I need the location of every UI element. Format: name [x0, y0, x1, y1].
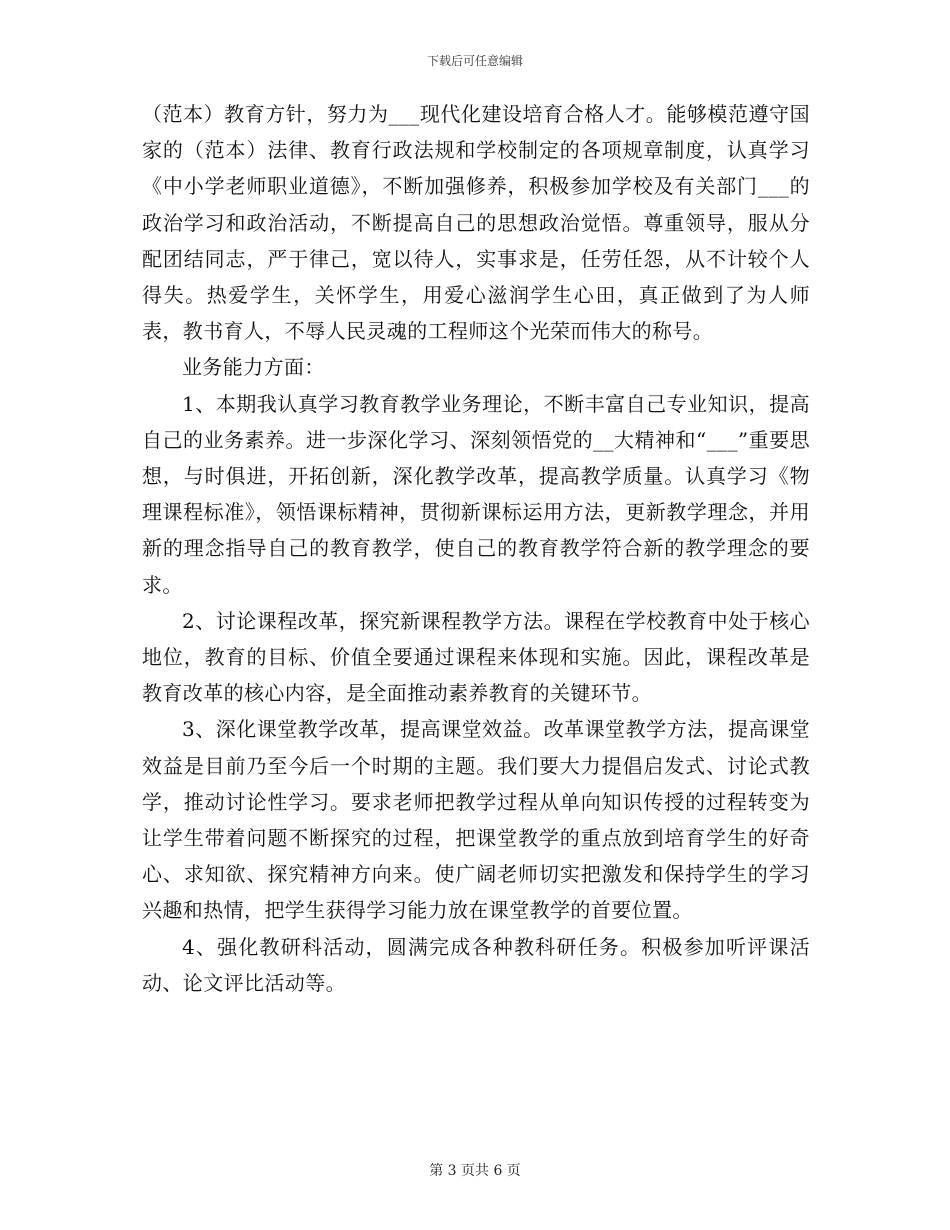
section-heading-business-ability: 业务能力方面：: [182, 355, 325, 380]
paragraph-item-3: 3、深化课堂教学改革，提高课堂效益。改革课堂教学方法，提高课堂效益是目前乃至今后一个时期的主题。我们要大力提倡启发式、讨论式教学，推动讨论性学习。要求老师把教学过程从单向知识传授的过程转变为让学生带着问题不断探究的过程，把课堂教学的重点放到培育学生的好奇心、求知欲、探究精神方向来。使广阔老师切实把激发和保持学生的学习兴趣和热情，把学生获得学习能力放在课堂教学的首要位置。: [142, 717, 810, 923]
paragraph-item-2: 2、讨论课程改革，探究新课程教学方法。课程在学校教育中处于核心地位，教育的目标、价值全要通过课程来体现和实施。因此，课程改革是教育改革的核心内容，是全面推动素养教育的关键环节。: [142, 608, 810, 706]
document-body: [142, 96, 810, 1001]
paragraph-item-1: 1、本期我认真学习教育教学业务理论，不断丰富自己专业知识，提高自己的业务素养。进一步深化学习、深刻领悟党的__大精神和“___”重要思想，与时俱进，开拓创新，深化教学改革，提高教学质量。认真学习《物理课程标准》，领悟课标精神，贯彻新课标运用方法，更新教学理念，并用新的理念指导自己的教育教学，使自己的教育教学符合新的教学理念的要求。: [142, 391, 810, 597]
page-header: 下载后可任意编辑: [426, 54, 523, 68]
page-footer-page-number: 第 3 页共 6 页: [429, 1163, 521, 1179]
paragraph-item-4: 4、强化教研科活动，圆满完成各种教科研任务。积极参加听评课活动、论文评比活动等。: [142, 934, 810, 995]
paragraph-continuation: （范本）教育方针，努力为___现代化建设培育合格人才。能够模范遵守国家的（范本）法律、教育行政法规和学校制定的各项规章制度，认真学习《中小学老师职业道德》，不断加强修养，积极参加学校及有关部门___的政治学习和政治活动，不断提高自己的思想政治觉悟。尊重领导，服从分配团结同志，严于律己，宽以待人，实事求是，任劳任怨，从不计较个人得失。热爱学生，关怀学生，用爱心滋润学生心田，真正做到了为人师表，教书育人，不辱人民灵魂的工程师这个光荣而伟大的称号。: [142, 102, 810, 344]
